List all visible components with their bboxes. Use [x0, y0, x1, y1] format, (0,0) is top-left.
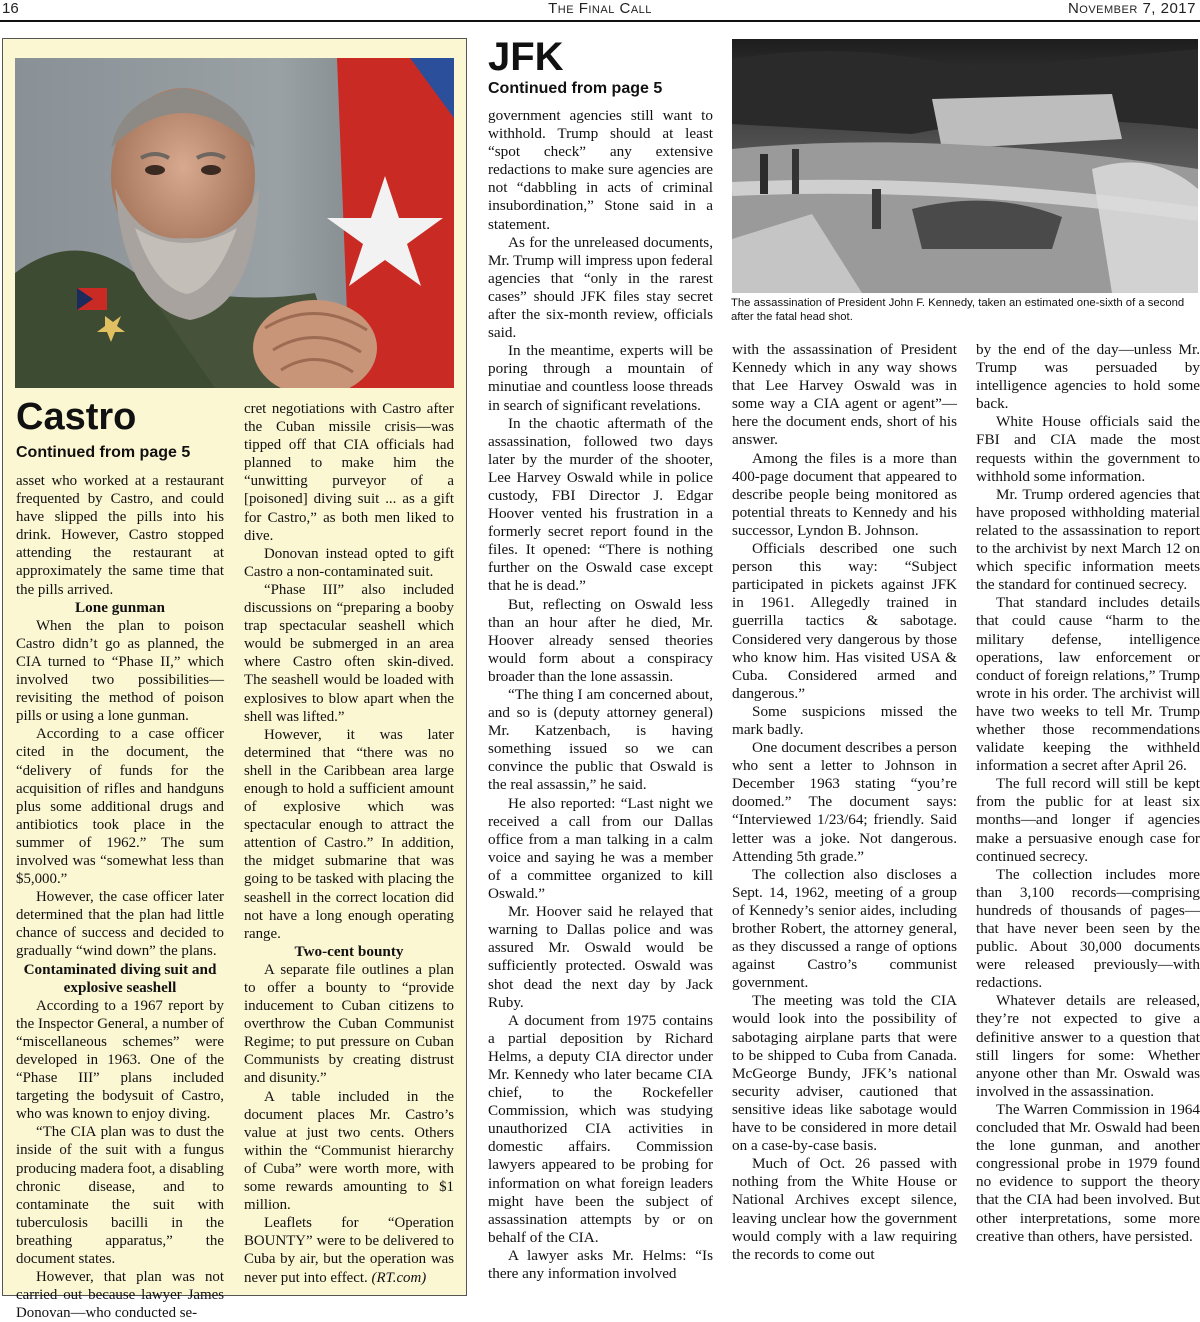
paragraph	[732, 739, 957, 866]
paragraph	[16, 997, 224, 1124]
paragraph	[16, 617, 224, 726]
paragraph	[244, 1088, 454, 1215]
paragraph	[732, 341, 957, 450]
paragraph	[488, 1247, 713, 1283]
header-rule	[0, 20, 1200, 22]
paragraph	[488, 342, 713, 414]
paragraph	[16, 1123, 224, 1268]
paragraph-text: “Phase III” also included discussions on “preparing a booby trap spectacular seashell which would be submerged in an area where Castro often skin-dived. The seashell would be loaded with explosives to blow apart when the shell was lifted.”	[244, 581, 454, 725]
subheading: Lone gunman	[75, 598, 165, 616]
paragraph	[732, 540, 957, 703]
assassination-photo-illustration	[732, 39, 1198, 293]
paragraph-text: The collection also discloses a Sept. 14, 1962, meeting of a group of Kennedy’s senior aides, including brother Robert, the attorney general, as they discussed a range of options against Castro’s communist government.	[732, 865, 957, 992]
page-number: 16	[2, 0, 19, 17]
paragraph	[16, 1268, 224, 1322]
paragraph	[244, 1214, 454, 1286]
castro-portrait-illustration	[15, 58, 454, 388]
paragraph-text: In the chaotic aftermath of the assassination, followed two days later by the murder of the shooter, Lee Harvey Oswald while in police custody, FBI Director J. Edgar Hoover vented his frustration in a formerly secret report found in the files. It opened: “There is nothing further on the Oswald case except that he is dead.”	[488, 414, 713, 595]
paragraph-text: by the end of the day—unless Mr. Trump was persuaded by intelligence agencies to hold some back.	[976, 341, 1200, 413]
paragraph-text: Officials described one such person this way: “Subject participated in pickets against JFK in 1961. Allegedly trained in guerrilla tactics & sabotage. Considered very dangerous by those who know him. Has visited USA & Cuba. Considered armed and dangerous.”	[732, 540, 957, 702]
paragraph-text: The Warren Commission in 1964 concluded that Mr. Oswald had been the lone gunman, and another congressional probe in 1979 found no evidence to support the theory that the CIA had been involved. But other interpretations, some more creative than others, have persisted.	[976, 1100, 1200, 1245]
paragraph-text: One document describes a person who sent a letter to Johnson in December 1963 stating “you’re doomed.” The document says: “Interviewed 1/23/64; friendly. Said letter was a joke. Not dangerous. Attending 5th grade.”	[732, 739, 957, 865]
paragraph-text: He also reported: “Last night we received a call from our Dallas office from a man talking in a calm voice and saying he was a member of a committee organized to kill Oswald.”	[488, 794, 713, 903]
paragraph	[976, 866, 1200, 993]
jfk-column-2	[732, 341, 957, 1264]
paragraph	[488, 415, 713, 596]
paragraph	[244, 726, 454, 943]
paragraph	[16, 888, 224, 960]
paragraph-text: When the plan to poison Castro didn’t go as planned, the CIA turned to “Phase II,” which involved two possibilities—revisiting the method of poison pills or using a lone gunman.	[16, 617, 224, 725]
paragraph-text: Whatever details are released, they’re not expected to give a definitive answer to a question that still lingers for some: Whether anyone other than Mr. Oswald was involved in the assassination.	[976, 992, 1200, 1100]
issue-date: November 7, 2017	[1067, 0, 1196, 17]
paragraph	[244, 545, 454, 581]
paragraph	[16, 725, 224, 888]
paragraph-text: Some suspicions missed the mark badly.	[732, 702, 957, 738]
paragraph	[16, 472, 224, 599]
paragraph-text: However, it was later determined that “there was no shell in the Caribbean area large enough to hold a sufficient amount of explosive which was spectacular enough to attract the attention of Castro.” In addition, the midget submarine that was going to be tasked with placing the seashell in the correct location did not have a long enough operating range.	[244, 726, 454, 942]
paragraph-text: According to a 1967 report by the Inspector General, a number of “miscellaneous schemes” were developed in 1963. One of the “Phase III” plans included targeting the bodysuit of Castro, who was known to enjoy diving.	[16, 997, 224, 1123]
paragraph-text: The full record will still be kept from the public for at least six months—and longer if agencies make a persuasive enough case for continued secrecy.	[976, 775, 1200, 865]
castro-continued-label: Continued from page 5	[16, 444, 191, 461]
jfk-column-3	[976, 341, 1200, 1246]
paragraph-text: government agencies still want to withhold. Trump should at least “spot check” any extensive redactions to make sure agencies are not “dabbling in acts of criminal insubordination,” Stone said in a statement.	[488, 107, 713, 233]
paragraph-text: Mr. Trump ordered agencies that have proposed withholding material related to the assassination to report to the archivist by next March 12 on which specific information meets the standard for continued secrecy.	[976, 485, 1200, 594]
paragraph	[488, 234, 713, 343]
paragraph	[244, 581, 454, 726]
jfk-headline: JFK	[488, 35, 564, 79]
paragraph-text: A lawyer asks Mr. Helms: “Is there any information involved	[488, 1246, 713, 1282]
paragraph-text: White House officials said the FBI and CIA made the most requests within the government to withhold some information.	[976, 413, 1200, 485]
paragraph	[732, 450, 957, 540]
paragraph	[976, 594, 1200, 775]
paragraph-text: But, reflecting on Oswald less than an hour after he died, Mr. Hoover already sensed theories would form about a conspiracy broader than the lone assassin.	[488, 595, 713, 685]
page-header	[0, 0, 1200, 20]
paragraph	[488, 107, 713, 234]
paragraph-text: Much of Oct. 26 passed with nothing from the White House or National Archives except silence, leaving unclear how the government would comply with a law requiring the records to come out	[732, 1155, 957, 1263]
source-credit: (RT.com)	[371, 1269, 427, 1286]
paragraph-text: “The CIA plan was to dust the inside of the suit with a fungus producing madera foot, a disabling chronic disease, and to contaminate the suit with tuberculosis bacilli in the breathing apparatus,” the document states.	[16, 1124, 224, 1268]
subheading: Contaminated diving suit and explosive seashell	[23, 960, 217, 996]
paragraph-text: Mr. Hoover said he relayed that warning to Dallas police and was assured Mr. Oswald would be sufficiently protected. Oswald was shot dead the next day by Jack Ruby.	[488, 903, 713, 1011]
jfk-continued-label: Continued from page 5	[488, 80, 663, 97]
paragraph-text: A table included in the document places Mr. Castro’s value at just two cents. Others within the “Communist hierarchy of Cuba” were worth more, with some rewards amounting to $1 million.	[244, 1088, 454, 1214]
paragraph	[976, 1101, 1200, 1246]
castro-photo	[15, 58, 454, 388]
subheading: Two-cent bounty	[294, 942, 404, 960]
paragraph	[976, 992, 1200, 1101]
paragraph-text: cret negotiations with Castro after the Cuban missile crisis—was tipped off that CIA officials had planned to make him the “unwitting purveyor of a [poisoned] diving suit ... as a gift for Castro,” as both men liked to dive.	[244, 401, 454, 544]
paragraph	[488, 1012, 713, 1247]
paragraph	[488, 686, 713, 795]
paragraph	[488, 596, 713, 686]
paragraph	[976, 775, 1200, 865]
castro-column-1	[16, 472, 224, 1322]
paragraph	[488, 903, 713, 1012]
paragraph-text: Donovan instead opted to gift Castro a non-contaminated suit.	[244, 545, 454, 580]
paragraph-text: “The thing I am concerned about, and so is (deputy attorney general) Mr. Katzenbach, is having something issued so we can convince the public that Oswald is the real assassin,” he said.	[488, 686, 713, 794]
paragraph	[976, 413, 1200, 485]
paragraph	[732, 992, 957, 1155]
paragraph	[244, 961, 454, 1088]
paragraph-text: A document from 1975 contains a partial deposition by Richard Helms, a deputy CIA director under Mr. Kennedy who later became CIA chief, to the Rockefeller Commission, which was studying unauthorized CIA activities in domestic affairs. Commission lawyers appeared to be probing for information on what foreign leaders might have been the subject of assassination attempts by or on behalf of the CIA.	[488, 1011, 713, 1246]
paragraph-text: However, that plan was not carried out because lawyer James Donovan—who conducted se-	[16, 1269, 224, 1322]
jfk-column-1	[488, 107, 713, 1283]
paragraph-text: In the meantime, experts will be poring through a mountain of minutiae and countless loose threads in search of significant revelations.	[488, 342, 713, 414]
paragraph-text: asset who worked at a restaurant frequented by Castro, and could have slipped the pills into his drink. However, Castro stopped attending the restaurant at approximately the same time that the pills arrived.	[16, 473, 224, 598]
paragraph-text: According to a case officer cited in the document, the “delivery of funds for the acquisition of rifles and handguns plus some additional drugs and antibiotics took place in the summer of 1962.” The sum involved was “somewhat less than $5,000.”	[16, 726, 224, 888]
paragraph-text: Leaflets for “Operation BOUNTY” were to be delivered to Cuba by air, but the operation was never put into effect.	[244, 1215, 454, 1286]
assassination-photo	[732, 39, 1198, 293]
photo-caption: The assassination of President John F. Kennedy, taken an estimated one-sixth of a second after the fatal head shot.	[731, 297, 1185, 323]
paragraph-text: Among the files is a more than 400-page document that appeared to describe people being monitored as potential threats to Kennedy and his successor, Lyndon B. Johnson.	[732, 449, 957, 539]
paragraph-text: A separate file outlines a plan to offer a bounty to “provide inducement to Cuban citizens to overthrow the Cuban Communist Regime; to put pressure on Cuban Communists by creating distrust and disunity.”	[244, 961, 454, 1087]
paragraph	[976, 486, 1200, 595]
paragraph-text: The meeting was told the CIA would look into the possibility of sabotaging airplane parts that were to be shipped to Cuba from Canada. McGeorge Bundy, JFK’s national security adviser, cautioned that sensitive ideas like sabotage would have to be considered in more detail on a case-by-case basis.	[732, 992, 957, 1155]
paragraph-text: However, the case officer later determined that the plan had little chance of success and decided to gradually “wind down” the plans.	[16, 889, 224, 960]
paragraph	[976, 341, 1200, 413]
newspaper-name: The Final Call	[548, 0, 652, 17]
paragraph-text: The collection includes more than 3,100 records—comprising hundreds of thousands of pages—that have never been seen by the public. About 30,000 documents were released previously—with redactions.	[976, 865, 1200, 992]
castro-headline: Castro	[16, 396, 137, 438]
paragraph	[732, 866, 957, 993]
paragraph	[732, 703, 957, 739]
paragraph	[244, 400, 454, 545]
paragraph-text: That standard includes details that could cause “harm to the military defense, intelligence operations, law enforcement or conduct of foreign relations,” Trump wrote in his order. The archivist will have two weeks to tell Mr. Trump whether those recommendations validate keeping the withheld information a secret after April 26.	[976, 594, 1200, 775]
paragraph-text: As for the unreleased documents, Mr. Trump will impress upon federal agencies that “only in the rarest cases” should JFK files stay secret after the six-month review, officials said.	[488, 233, 713, 342]
paragraph	[732, 1155, 957, 1264]
castro-column-2	[244, 400, 454, 1287]
paragraph	[488, 795, 713, 904]
paragraph-text: with the assassination of President Kennedy which in any way shows that Lee Harvey Oswald was in some way a CIA agent or agent”—here the document ends, short of his answer.	[732, 341, 957, 449]
